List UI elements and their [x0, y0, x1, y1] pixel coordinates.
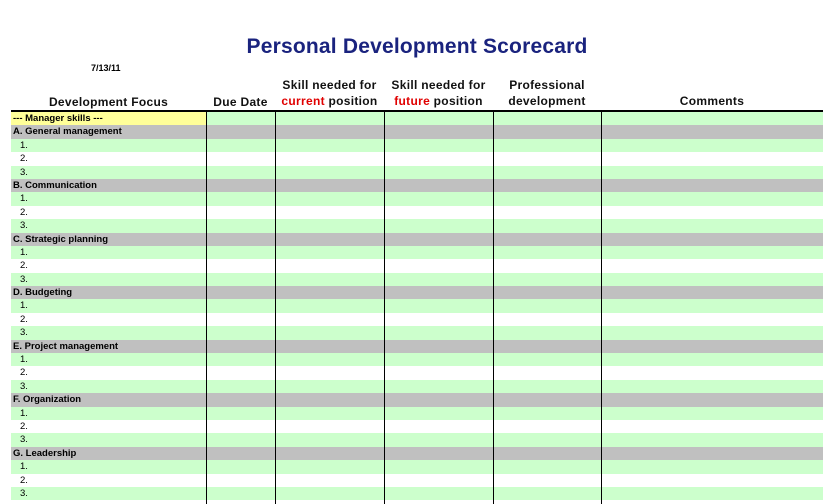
header-skill-current-rest: position — [324, 94, 378, 108]
category-row — [11, 393, 823, 406]
table-row-label: 1. — [20, 246, 28, 258]
column-divider — [206, 112, 207, 504]
table-row[interactable] — [11, 192, 823, 205]
table-row-label: 1. — [20, 300, 28, 312]
table-row-label: 3. — [20, 273, 28, 285]
category-row — [11, 233, 823, 246]
category-row-label: E. Project management — [13, 340, 119, 352]
category-row — [11, 286, 823, 299]
header-skill-future-rest: position — [430, 94, 483, 108]
table-row-label: 2. — [20, 367, 28, 379]
header-skill-current-line2 — [275, 93, 384, 109]
table-row-label: 2. — [20, 313, 28, 325]
section-row-label: --- Manager skills --- — [13, 113, 103, 124]
category-row-label: F. Organization — [13, 394, 82, 406]
table-row[interactable] — [11, 420, 823, 433]
column-divider — [275, 112, 276, 504]
category-row-label: B. Communication — [13, 179, 97, 191]
table-row[interactable] — [11, 166, 823, 179]
header-comments — [601, 93, 823, 109]
section-row — [11, 112, 823, 125]
table-row-label: 3. — [20, 327, 28, 339]
table-row[interactable] — [11, 366, 823, 379]
category-row-label: C. Strategic planning — [13, 233, 109, 245]
table-row-label: 2. — [20, 420, 28, 432]
table-row-label: 2. — [20, 206, 28, 218]
header-skill-current — [275, 77, 384, 109]
header-skill-current-highlight: current — [281, 94, 325, 108]
table-row-label: 3. — [20, 220, 28, 232]
table-row[interactable] — [11, 380, 823, 393]
category-row-label: A. General management — [13, 126, 122, 138]
table-row[interactable] — [11, 139, 823, 152]
category-row-label: D. Budgeting — [13, 287, 73, 299]
table-row[interactable] — [11, 474, 823, 487]
header-professional-line1: Professional — [509, 78, 585, 92]
header-skill-current-line1: Skill needed for — [282, 78, 377, 92]
table-row[interactable] — [11, 299, 823, 312]
table-row-label: 3. — [20, 434, 28, 446]
header-skill-future — [384, 77, 493, 109]
table-row[interactable] — [11, 246, 823, 259]
table-row[interactable] — [11, 407, 823, 420]
table-row-label: 2. — [20, 474, 28, 486]
table-row[interactable] — [11, 152, 823, 165]
table-row-label: 3. — [20, 487, 28, 499]
section-row-fill — [206, 112, 823, 125]
header-development-focus-text: Development Focus — [48, 95, 169, 109]
table-row[interactable] — [11, 326, 823, 339]
header-skill-future-highlight: future — [394, 94, 431, 108]
table-row[interactable] — [11, 487, 823, 500]
column-divider — [601, 112, 602, 504]
category-row-label: G. Leadership — [13, 447, 77, 459]
category-row — [11, 179, 823, 192]
category-row — [11, 125, 823, 138]
table-row[interactable] — [11, 273, 823, 286]
table-row[interactable] — [11, 433, 823, 446]
header-skill-future-line2 — [384, 93, 493, 109]
column-divider — [493, 112, 494, 504]
table-row[interactable] — [11, 313, 823, 326]
header-professional-line2: development — [508, 94, 586, 108]
table-row-label: 3. — [20, 166, 28, 178]
table-row-label: 1. — [20, 407, 28, 419]
header-skill-future-line1: Skill needed for — [391, 78, 486, 92]
header-due-date — [206, 94, 275, 110]
category-row — [11, 447, 823, 460]
table-row-label: 1. — [20, 354, 28, 366]
page-title: Personal Development Scorecard — [246, 35, 588, 58]
table-row-label: 2. — [20, 153, 28, 165]
table-row[interactable] — [11, 353, 823, 366]
header-comments-text: Comments — [679, 94, 745, 108]
table-row[interactable] — [11, 460, 823, 473]
table-row[interactable] — [11, 206, 823, 219]
table-row[interactable] — [11, 259, 823, 272]
category-row — [11, 340, 823, 353]
table-row[interactable] — [11, 219, 823, 232]
scorecard-table — [11, 112, 823, 500]
header-due-date-text: Due Date — [213, 95, 268, 109]
table-row-label: 1. — [20, 139, 28, 151]
table-row-label: 1. — [20, 461, 28, 473]
table-row-label: 2. — [20, 260, 28, 272]
table-row-label: 1. — [20, 193, 28, 205]
header-professional-development — [493, 77, 601, 109]
table-row-label: 3. — [20, 380, 28, 392]
column-divider — [384, 112, 385, 504]
header-development-focus — [11, 94, 206, 110]
date-label: 7/13/11 — [91, 63, 121, 73]
